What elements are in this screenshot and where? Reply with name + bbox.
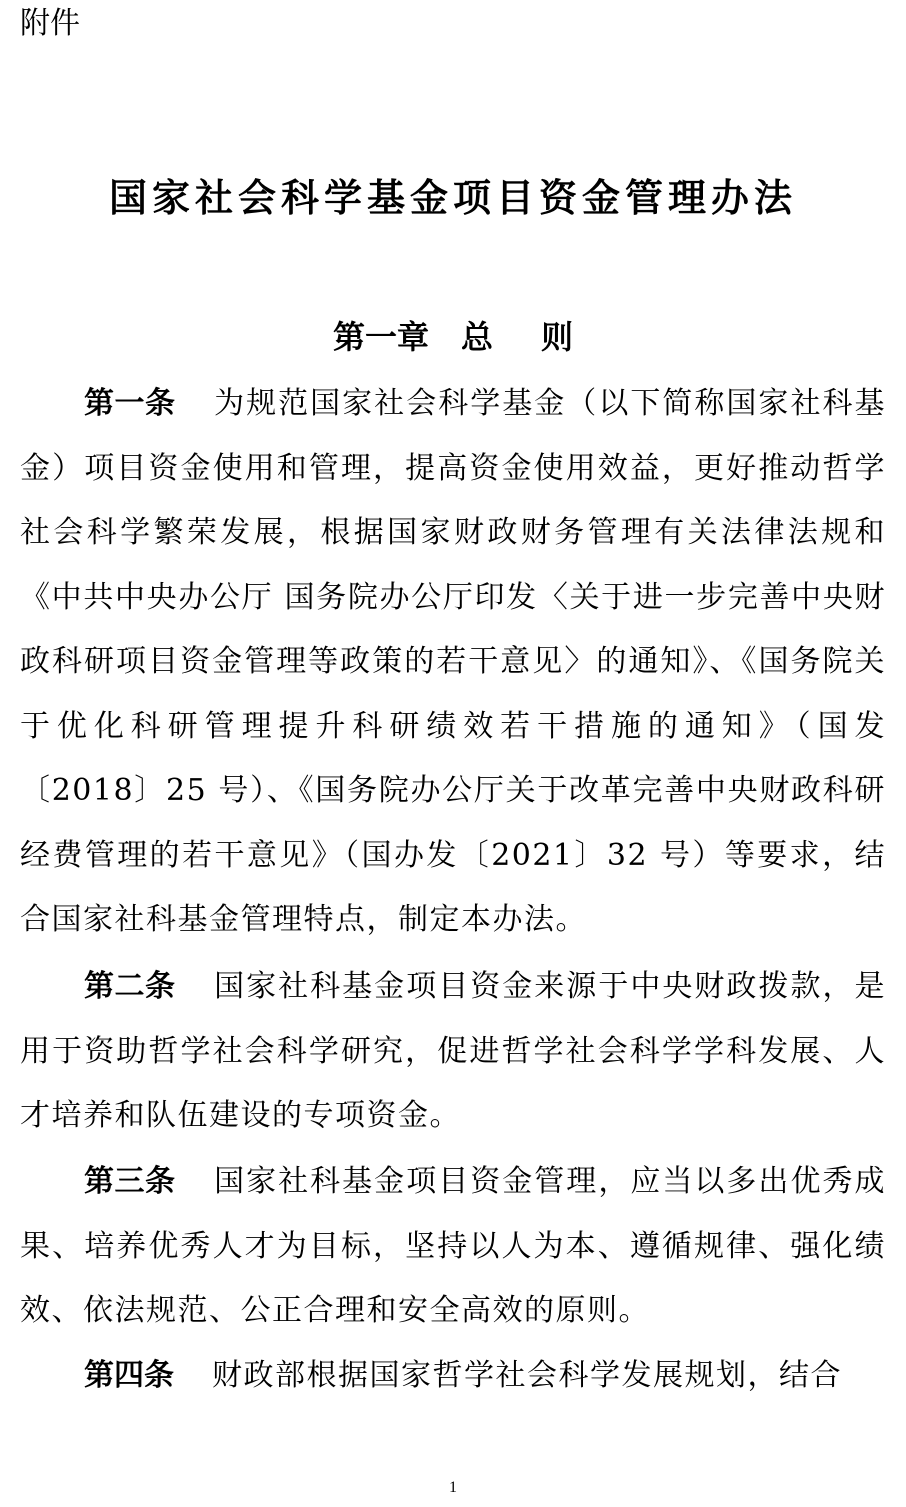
attachment-label: 附件 xyxy=(20,6,80,41)
document-title: 国家社会科学基金项目资金管理办法 xyxy=(108,176,797,220)
article-2-text: 国家社科基金项目资金来源于中央财政拨款，是用于资助哲学社会科学研究，促进哲学社会科学学科发展、人才培养和队伍建设的专项资金。 xyxy=(20,969,886,1133)
article-4-text: 财政部根据国家哲学社会科学发展规划，结合 xyxy=(212,1358,842,1393)
article-2 xyxy=(20,955,886,1149)
article-4-label: 第四条 xyxy=(84,1358,174,1393)
article-3 xyxy=(20,1150,886,1344)
article-3-text: 国家社科基金项目资金管理，应当以多出优秀成果、培养优秀人才为目标，坚持以人为本、遵循规律、强化绩效、依法规范、公正合理和安全高效的原则。 xyxy=(20,1164,886,1328)
article-3-label: 第三条 xyxy=(84,1164,176,1199)
page-number: 1 xyxy=(449,1479,457,1496)
article-1-text: 为规范国家社会科学基金（以下简称国家社科基金）项目资金使用和管理，提高资金使用效益，更好推动哲学社会科学繁荣发展，根据国家财政财务管理有关法律法规和《中共中央办公厅 国务院办公厅印发〈关于进一步完善中央财政科研项目资金管理等政策的若干意见〉的通知》、《国务院关于优化科研管理提升科研绩效若干措施的通知》（国发〔2018〕25 号）、《国务院办公厅关于改革完善中央财政科研经费管理的若干意见》（国办发〔2021〕32 号）等要求，结合国家社科基金管理特点，制定本办法。 xyxy=(20,386,886,937)
article-1-label: 第一条 xyxy=(84,386,176,421)
article-1 xyxy=(20,372,886,953)
chapter-name-part1: 总 xyxy=(460,318,493,356)
article-4 xyxy=(20,1344,886,1409)
chapter-heading xyxy=(0,315,906,359)
article-2-label: 第二条 xyxy=(84,969,176,1004)
chapter-number: 第一章 xyxy=(332,318,429,356)
chapter-name-part2: 则 xyxy=(541,318,574,356)
